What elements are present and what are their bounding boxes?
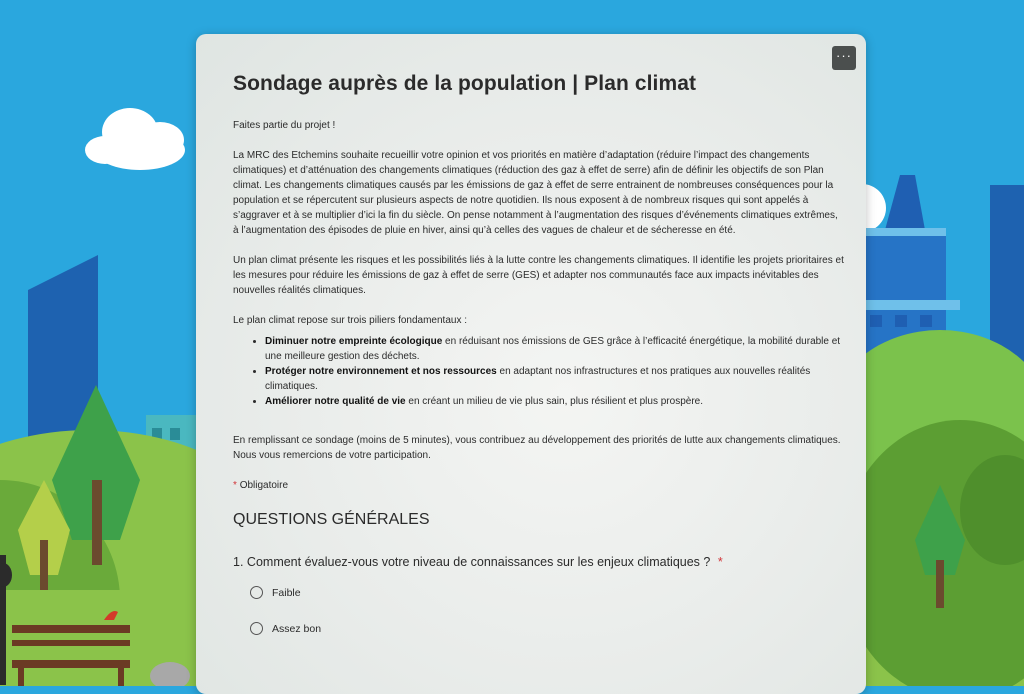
- pillar-text: en créant un milieu de vie plus sain, plus résilient et plus prospère.: [405, 396, 703, 407]
- radio-button[interactable]: [250, 586, 263, 599]
- required-label: Obligatoire: [239, 480, 289, 491]
- required-note: [233, 478, 845, 493]
- form-content: [233, 72, 845, 635]
- pillar-bold-text: Améliorer notre qualité de vie: [265, 396, 406, 407]
- pillar-bold-text: Diminuer notre empreinte écologique: [265, 336, 443, 347]
- form-card: [196, 34, 866, 694]
- radio-option-faible[interactable]: [250, 586, 845, 599]
- required-star: *: [233, 480, 237, 491]
- more-options-button[interactable]: ···: [832, 46, 856, 70]
- description-paragraph-1: La MRC des Etchemins souhaite recueillir votre opinion et vos priorités en matière d’adaptation (réduire l’impact des changements climatiques) et d’atténuation des changements climatiques (réduction des gaz à effet de serre) afin de définir les objectifs de son Plan climat. Les changements climatiques causés par les émissions de gaz à effet de serre entrainent de nombreuses conséquences pour la population et se répercutent sur plusieurs aspects de notre quotidien. Ils nous exposent à de nombreux risques qui sont appelés à s’aggraver et à se multiplier d’ici la fin du siècle. On pense notamment à l’augmentation des risques d’événements climatiques extrêmes, à l’augmentation des épisodes de pluie en hiver, ainsi qu’à celles des vagues de chaleur et de sécheresse en été.: [233, 150, 838, 236]
- pillar-text: en adaptant nos infrastructures et nos pratiques aux nouvelles réalités climatiques.: [265, 366, 811, 392]
- form-title: Sondage auprès de la population | Plan climat: [233, 72, 697, 95]
- question-number: 1.: [233, 555, 244, 569]
- section-title: QUESTIONS GÉNÉRALES: [233, 511, 430, 528]
- description-paragraph-2: Un plan climat présente les risques et les possibilités liés à la lutte contre les changements climatiques. Il identifie les projets prioritaires et les mesures pour réduire les émissions de gaz à effet de serre (GES) et adapter nos communautés face aux impacts inévitables des nouvelles réalités climatiques.: [233, 255, 844, 296]
- list-item: [265, 364, 845, 394]
- pillar-text: en réduisant nos émissions de GES grâce à l’efficacité énergétique, la mobilité durable et une meilleure gestion des déchets.: [265, 336, 841, 362]
- option-label[interactable]: Assez bon: [272, 622, 322, 635]
- intro-lead: Faites partie du projet !: [233, 120, 336, 131]
- question-text: Comment évaluez-vous votre niveau de connaissances sur les enjeux climatiques ?: [246, 555, 711, 569]
- question-1-label: [233, 555, 845, 569]
- description-paragraph-3: En remplissant ce sondage (moins de 5 minutes), vous contribuez au développement des priorités de lutte aux changements climatiques. Nous vous remercions de votre participation.: [233, 435, 841, 461]
- required-star: *: [717, 555, 723, 569]
- radio-option-assez-bon[interactable]: [250, 622, 845, 635]
- list-item: [265, 334, 845, 364]
- list-item: [265, 394, 845, 409]
- pillars-list: [233, 334, 845, 409]
- option-label[interactable]: Faible: [272, 586, 301, 599]
- pillars-intro: Le plan climat repose sur trois piliers fondamentaux :: [233, 315, 468, 326]
- pillar-bold-text: Protéger notre environnement et nos ressources: [265, 366, 497, 377]
- radio-button[interactable]: [250, 622, 263, 635]
